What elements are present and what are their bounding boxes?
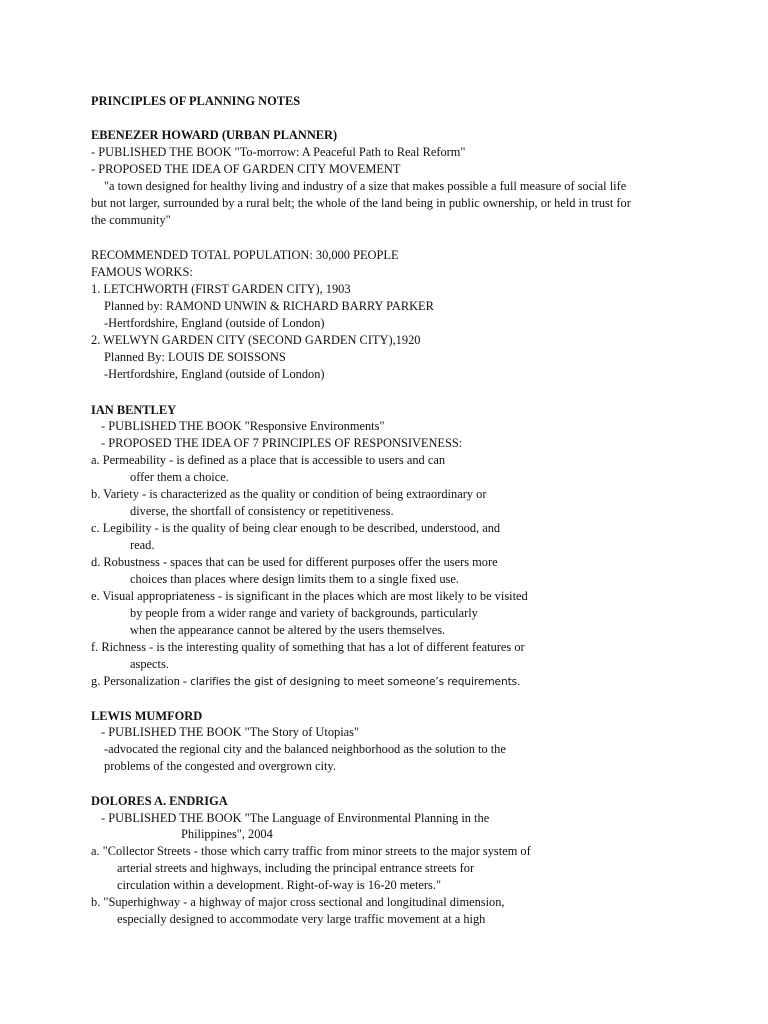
principle-e-line-1: e. Visual appropriateness - is significant in the places which are most likely to be visited (91, 589, 528, 603)
section-heading-endriga: DOLORES A. ENDRIGA (91, 794, 228, 808)
howard-quote-line-3: the community" (91, 213, 171, 227)
principle-a-line-2: offer them a choice. (130, 470, 229, 484)
principle-g-line (91, 673, 520, 691)
section-heading-bentley: IAN BENTLEY (91, 403, 177, 417)
howard-work-1: 1. LETCHWORTH (FIRST GARDEN CITY), 1903 (91, 282, 351, 296)
principle-c-line-2: read. (130, 538, 155, 552)
howard-quote-line-2: but not larger, surrounded by a rural belt; the whole of the land being in public ownership, or held in trust for (91, 196, 631, 210)
mumford-advocacy-line-2: problems of the congested and overgrown city. (104, 759, 336, 773)
principle-b-line-1: b. Variety - is characterized as the quality or condition of being extraordinary or (91, 487, 487, 501)
howard-work-2: 2. WELWYN GARDEN CITY (SECOND GARDEN CITY),1920 (91, 333, 421, 347)
endriga-book-line-1: - PUBLISHED THE BOOK "The Language of Environmental Planning in the (101, 811, 490, 825)
endriga-b-line-1: b. "Superhighway - a highway of major cross sectional and longitudinal dimension, (91, 895, 505, 909)
endriga-a-line-3: circulation within a development. Right-of-way is 16-20 meters." (117, 878, 442, 892)
howard-quote-line-1: "a town designed for healthy living and industry of a size that makes possible a full measure of social life (104, 179, 627, 193)
howard-work-2-location: -Hertfordshire, England (outside of London) (104, 367, 325, 381)
howard-work-1-planner: Planned by: RAMOND UNWIN & RICHARD BARRY PARKER (104, 299, 434, 313)
endriga-b-line-2: especially designed to accommodate very large traffic movement at a high (117, 912, 486, 926)
principle-b-line-2: diverse, the shortfall of consistency or repetitiveness. (130, 504, 394, 518)
howard-famous-works: FAMOUS WORKS: (91, 265, 193, 279)
principle-g-label: g. Personalization - (91, 674, 191, 688)
howard-work-2-planner: Planned By: LOUIS DE SOISSONS (104, 350, 286, 364)
section-heading-howard: EBENEZER HOWARD (URBAN PLANNER) (91, 128, 338, 142)
endriga-a-line-1: a. "Collector Streets - those which carry traffic from minor streets to the major system of (91, 844, 531, 858)
principle-g-text: clarifies the gist of designing to meet someone’s requirements. (190, 676, 521, 688)
principle-f-line-2: aspects. (130, 657, 169, 671)
principle-a-line-1: a. Permeability - is defined as a place that is accessible to users and can (91, 453, 446, 467)
principle-e-line-3: when the appearance cannot be altered by the users themselves. (130, 623, 446, 637)
endriga-a-line-2: arterial streets and highways, including the principal entrance streets for (117, 861, 475, 875)
endriga-book-line-2: Philippines", 2004 (181, 827, 273, 841)
howard-book-line: - PUBLISHED THE BOOK "To-morrow: A Peaceful Path to Real Reform" (91, 145, 466, 159)
bentley-idea-line: - PROPOSED THE IDEA OF 7 PRINCIPLES OF RESPONSIVENESS: (101, 436, 463, 450)
principle-d-line-1: d. Robustness - spaces that can be used for different purposes offer the users more (91, 555, 498, 569)
principle-f-line-1: f. Richness - is the interesting quality of something that has a lot of different features or (91, 640, 525, 654)
mumford-advocacy-line-1: -advocated the regional city and the balanced neighborhood as the solution to the (104, 742, 506, 756)
section-heading-mumford: LEWIS MUMFORD (91, 709, 203, 723)
howard-idea-line: - PROPOSED THE IDEA OF GARDEN CITY MOVEMENT (91, 162, 401, 176)
mumford-book-line: - PUBLISHED THE BOOK "The Story of Utopias" (101, 725, 360, 739)
bentley-book-line: - PUBLISHED THE BOOK "Responsive Environments" (101, 419, 385, 433)
document-title: PRINCIPLES OF PLANNING NOTES (91, 94, 301, 108)
principle-d-line-2: choices than places where design limits them to a single fixed use. (130, 572, 459, 586)
howard-work-1-location: -Hertfordshire, England (outside of London) (104, 316, 325, 330)
principle-e-line-2: by people from a wider range and variety of backgrounds, particularly (130, 606, 478, 620)
howard-population: RECOMMENDED TOTAL POPULATION: 30,000 PEOPLE (91, 248, 399, 262)
principle-c-line-1: c. Legibility - is the quality of being clear enough to be described, understood, and (91, 521, 501, 535)
